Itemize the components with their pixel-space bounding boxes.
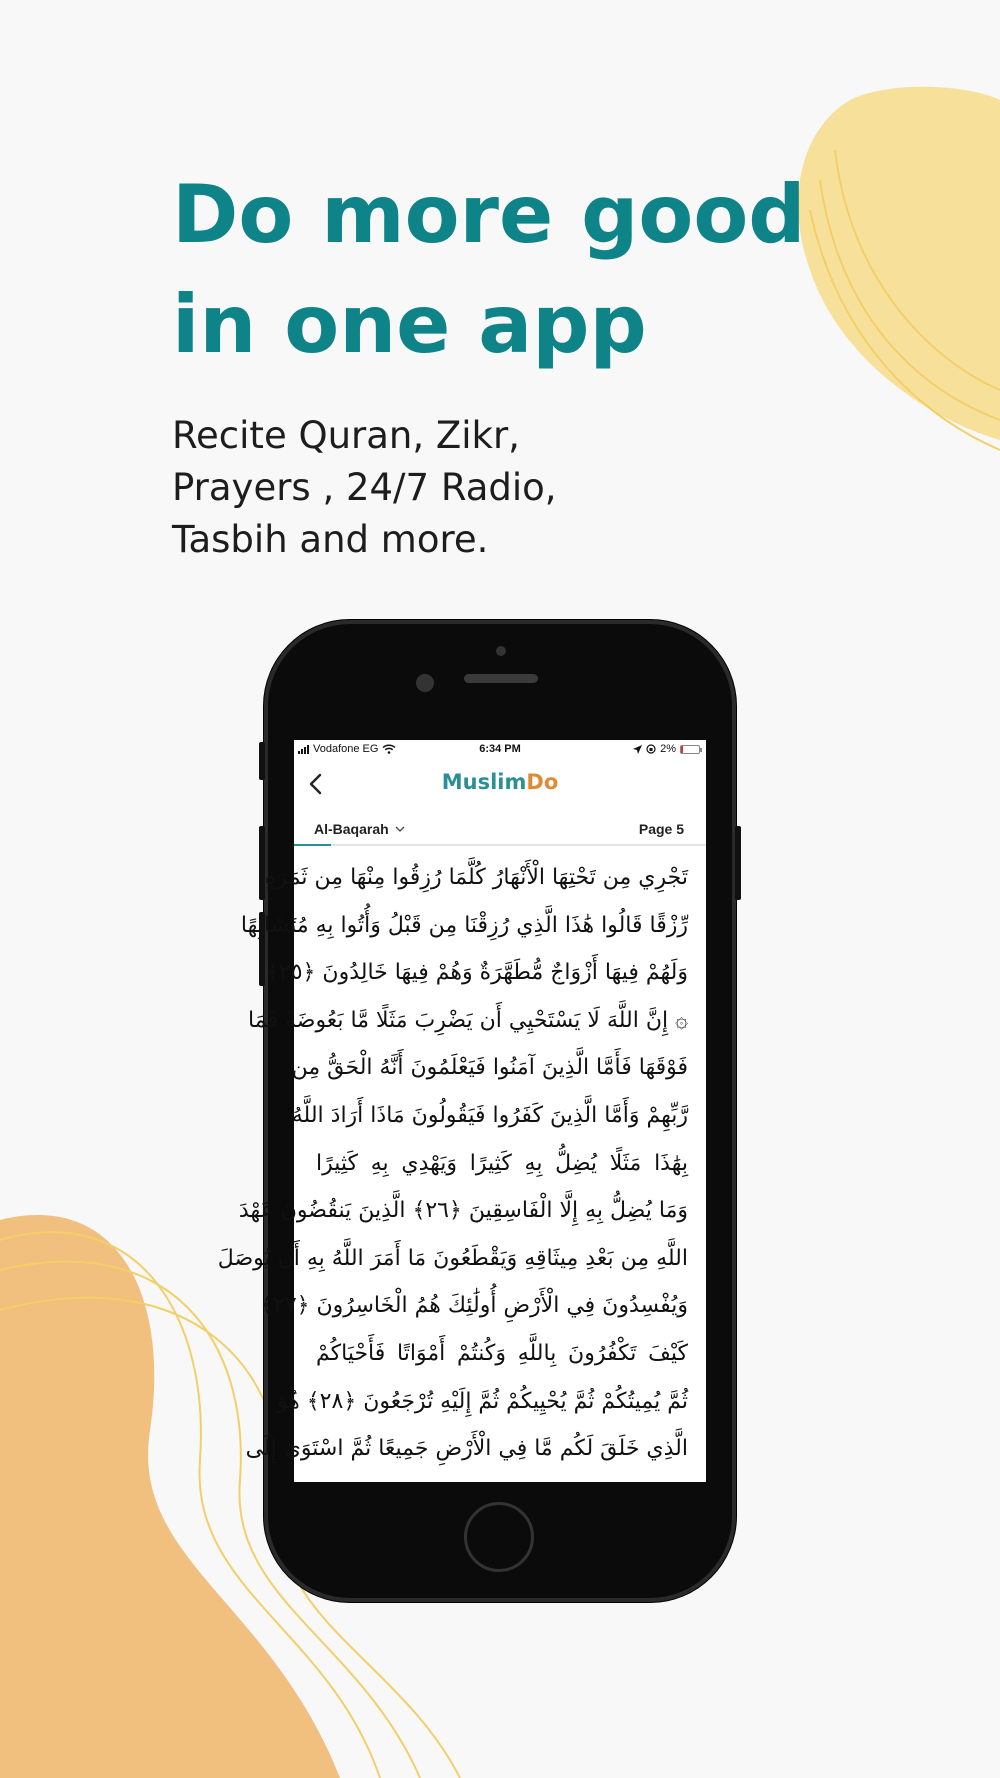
quran-line: ۞ إِنَّ اللَّهَ لَا يَسْتَحْيِي أَن يَضْرِبَ مَثَلًا مَّا بَعُوضَةً فَمَا <box>248 1007 688 1033</box>
reading-progress-fill <box>294 844 331 846</box>
quran-line: فَوْقَهَا فَأَمَّا الَّذِينَ آمَنُوا فَيَعْلَمُونَ أَنَّهُ الْحَقُّ مِن <box>291 1055 688 1081</box>
quran-line: الَّذِي خَلَقَ لَكُم مَّا فِي الْأَرْضِ جَمِيعًا ثُمَّ اسْتَوَىٰ إِلَى <box>245 1436 688 1462</box>
quran-page-text[interactable] <box>217 858 688 1477</box>
quran-line: وَيُفْسِدُونَ فِي الْأَرْضِ أُولَٰئِكَ هُمُ الْخَاسِرُونَ ﴿٢٧﴾ <box>260 1293 688 1319</box>
quran-line: كَيْفَ تَكْفُرُونَ بِاللَّهِ وَكُنتُمْ أَمْوَاتًا فَأَحْيَاكُمْ <box>316 1340 688 1366</box>
surah-label: Al-Baqarah <box>314 821 389 837</box>
location-arrow-icon <box>633 745 642 754</box>
subtitle-line-2: Prayers , 24/7 Radio, <box>172 466 557 509</box>
nav-bar <box>294 762 706 806</box>
quran-line: رِّزْقًا قَالُوا هَٰذَا الَّذِي رُزِقْنَا مِن قَبْلُ وَأُتُوا بِهِ مُتَشَابِهًا <box>240 912 688 938</box>
quran-line: رَّبِّهِمْ وَأَمَّا الَّذِينَ كَفَرُوا فَيَقُولُونَ مَاذَا أَرَادَ اللَّهُ <box>291 1102 688 1128</box>
page-indicator: Page 5 <box>638 821 684 837</box>
surah-dropdown[interactable] <box>314 821 405 837</box>
carrier-label: Vodafone EG <box>313 743 379 755</box>
battery-percent: 2% <box>660 743 676 755</box>
subtitle-line-3: Tasbih and more. <box>172 518 489 561</box>
subtitle <box>172 410 692 566</box>
chevron-down-icon <box>395 826 405 833</box>
phone-mute-switch <box>259 742 265 780</box>
headline <box>172 160 872 380</box>
earpiece-speaker <box>464 674 538 683</box>
reader-toolbar <box>294 818 706 848</box>
phone-screen <box>217 740 706 1482</box>
battery-icon <box>680 745 700 754</box>
quran-line: ثُمَّ يُمِيتُكُمْ ثُمَّ يُحْيِيكُمْ ثُمَّ إِلَيْهِ تُرْجَعُونَ ﴿٢٨﴾ هُوَ <box>276 1388 688 1414</box>
quran-line: اللَّهِ مِن بَعْدِ مِيثَاقِهِ وَيَقْطَعُونَ مَا أَمَرَ اللَّهُ بِهِ أَن يُوصَلَ <box>217 1245 688 1271</box>
subtitle-line-1: Recite Quran, Zikr, <box>172 414 520 457</box>
quran-line: تَجْرِي مِن تَحْتِهَا الْأَنْهَارُ كُلَّمَا رُزِقُوا مِنْهَا مِن ثَمَرَةٍ <box>265 865 688 890</box>
app-logo-part-2: Do <box>526 770 559 794</box>
home-button[interactable] <box>464 1502 534 1572</box>
headline-line-2: in one app <box>172 278 647 371</box>
quran-line: بِهَٰذَا مَثَلًا يُضِلُّ بِهِ كَثِيرًا وَيَهْدِي بِهِ كَثِيرًا <box>316 1150 688 1176</box>
status-bar <box>294 740 706 760</box>
rotation-lock-icon <box>646 744 656 754</box>
app-logo-part-1: Muslim <box>441 770 527 794</box>
front-camera <box>416 674 434 692</box>
app-logo <box>294 770 706 794</box>
reading-progress-track <box>294 844 706 846</box>
phone-power-button <box>735 826 741 900</box>
quran-line: وَمَا يُضِلُّ بِهِ إِلَّا الْفَاسِقِينَ ﴿٢٦﴾ الَّذِينَ يَنقُضُونَ عَهْدَ <box>238 1198 688 1224</box>
proximity-sensor <box>496 646 506 656</box>
quran-line: وَلَهُمْ فِيهَا أَزْوَاجٌ مُّطَهَّرَةٌ وَهُمْ فِيهَا خَالِدُونَ ﴿٢٥﴾ <box>266 960 688 986</box>
headline-line-1: Do more good <box>172 168 806 261</box>
status-time: 6:34 PM <box>479 743 521 755</box>
